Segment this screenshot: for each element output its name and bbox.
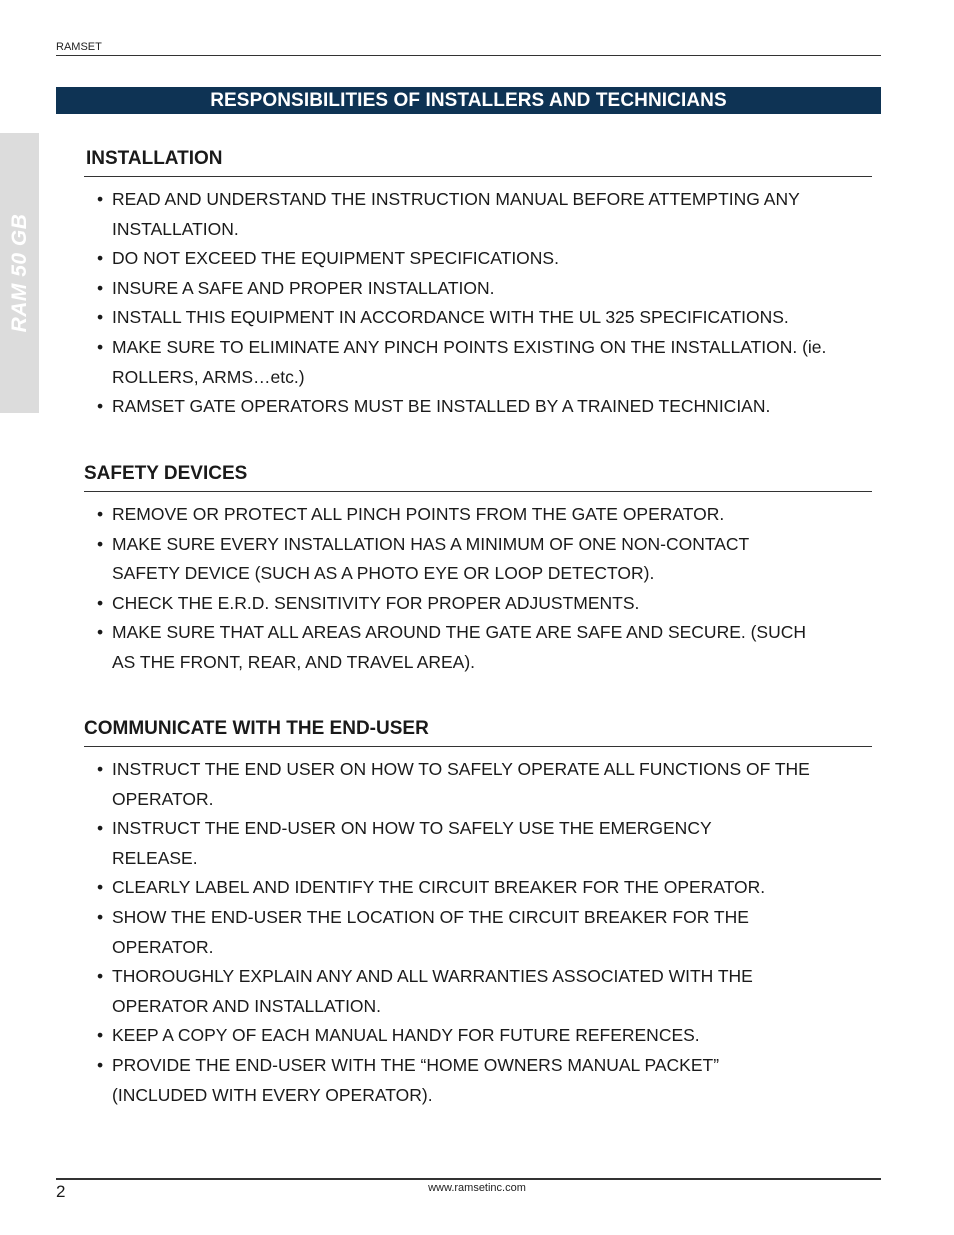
list-item: • PROVIDE THE END-USER WITH THE “HOME OWNERS MANUAL PACKET” (INCLUDED WITH EVERY OPERATOR). (84, 1051, 812, 1110)
list-item: • KEEP A COPY OF EACH MANUAL HANDY FOR FUTURE REFERENCES. (84, 1021, 872, 1051)
side-tab-label: RAM 50 GB (7, 213, 31, 333)
page-title-banner (56, 87, 881, 114)
list-item: • MAKE SURE TO ELIMINATE ANY PINCH POINTS EXISTING ON THE INSTALLATION. (ie. ROLLERS, ARMS…etc.) (84, 333, 867, 392)
section-heading: COMMUNICATE WITH THE END-USER (84, 718, 872, 747)
list-item: • MAKE SURE THAT ALL AREAS AROUND THE GATE ARE SAFE AND SECURE. (SUCH AS THE FRONT, REAR, AND TRAVEL AREA). (84, 618, 812, 677)
bullet-list (84, 185, 872, 422)
section-communicate-end-user (84, 718, 872, 1110)
side-tab (0, 133, 39, 413)
list-item: • INSURE A SAFE AND PROPER INSTALLATION. (84, 274, 872, 304)
header-brand: RAMSET (56, 41, 102, 53)
list-item: • THOROUGHLY EXPLAIN ANY AND ALL WARRANTIES ASSOCIATED WITH THE OPERATOR AND INSTALLATION. (84, 962, 832, 1021)
list-item: • INSTRUCT THE END-USER ON HOW TO SAFELY USE THE EMERGENCY RELEASE. (84, 814, 792, 873)
list-item: • DO NOT EXCEED THE EQUIPMENT SPECIFICATIONS. (84, 244, 872, 274)
header-divider (56, 55, 881, 56)
list-item: • INSTALL THIS EQUIPMENT IN ACCORDANCE WITH THE UL 325 SPECIFICATIONS. (84, 303, 872, 333)
list-item: • CHECK THE E.R.D. SENSITIVITY FOR PROPER ADJUSTMENTS. (84, 589, 872, 619)
footer-divider (56, 1178, 881, 1180)
list-item: • MAKE SURE EVERY INSTALLATION HAS A MINIMUM OF ONE NON-CONTACT SAFETY DEVICE (SUCH AS A PHOTO EYE OR LOOP DETECTOR). (84, 530, 812, 589)
section-safety-devices (84, 463, 872, 678)
bullet-list (84, 755, 872, 1110)
section-heading: INSTALLATION (84, 148, 872, 177)
page-number: 2 (56, 1182, 66, 1201)
list-item: • SHOW THE END-USER THE LOCATION OF THE CIRCUIT BREAKER FOR THE OPERATOR. (84, 903, 832, 962)
footer-url: www.ramsetinc.com (428, 1182, 526, 1194)
bullet-list (84, 500, 872, 678)
page-title: RESPONSIBILITIES OF INSTALLERS AND TECHNICIANS (210, 89, 727, 111)
list-item: • READ AND UNDERSTAND THE INSTRUCTION MANUAL BEFORE ATTEMPTING ANY INSTALLATION. (84, 185, 812, 244)
list-item: • INSTRUCT THE END USER ON HOW TO SAFELY OPERATE ALL FUNCTIONS OF THE OPERATOR. (84, 755, 812, 814)
list-item: • REMOVE OR PROTECT ALL PINCH POINTS FROM THE GATE OPERATOR. (84, 500, 872, 530)
list-item: • RAMSET GATE OPERATORS MUST BE INSTALLED BY A TRAINED TECHNICIAN. (84, 392, 872, 422)
section-installation (84, 148, 872, 422)
list-item: • CLEARLY LABEL AND IDENTIFY THE CIRCUIT BREAKER FOR THE OPERATOR. (84, 873, 872, 903)
section-heading: SAFETY DEVICES (84, 463, 872, 492)
